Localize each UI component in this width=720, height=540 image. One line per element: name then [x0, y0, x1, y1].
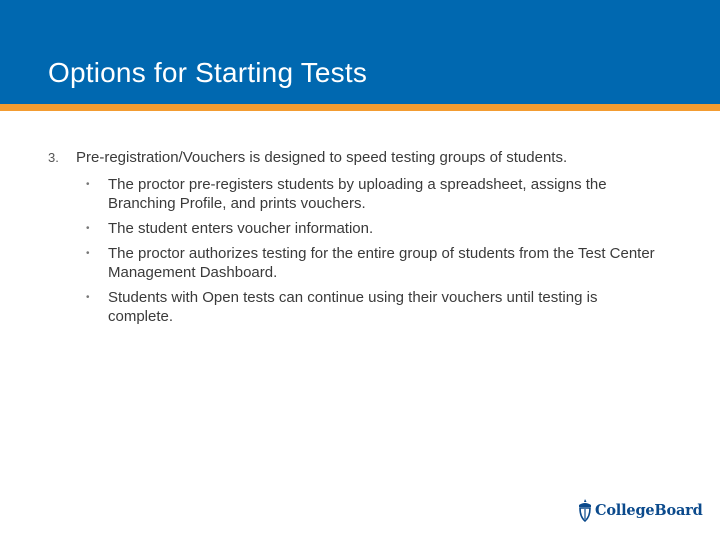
bullet-text: Students with Open tests can continue using their vouchers until testing is complete. [108, 289, 598, 325]
bullet-text: The proctor authorizes testing for the entire group of students from the Test Center Management Dashboard. [108, 245, 655, 281]
bullet-icon: • [86, 223, 90, 234]
bullet-icon: • [86, 179, 90, 190]
bullet-icon: • [86, 292, 90, 303]
collegeboard-logo [577, 497, 703, 523]
list-number: 3. [48, 150, 59, 165]
header-accent-stripe [0, 104, 720, 111]
slide-title: Options for Starting Tests [48, 57, 368, 88]
acorn-logo-icon [577, 498, 593, 522]
bullet-icon: • [86, 248, 90, 259]
logo-text: CollegeBoard [595, 501, 703, 519]
list-item-text: Pre-registration/Vouchers is designed to speed testing groups of students. [76, 149, 568, 166]
bullet-text: The student enters voucher information. [108, 220, 374, 237]
bullet-text: The proctor pre-registers students by uploading a spreadsheet, assigns the Branching Profile, and prints vouchers. [108, 176, 607, 212]
